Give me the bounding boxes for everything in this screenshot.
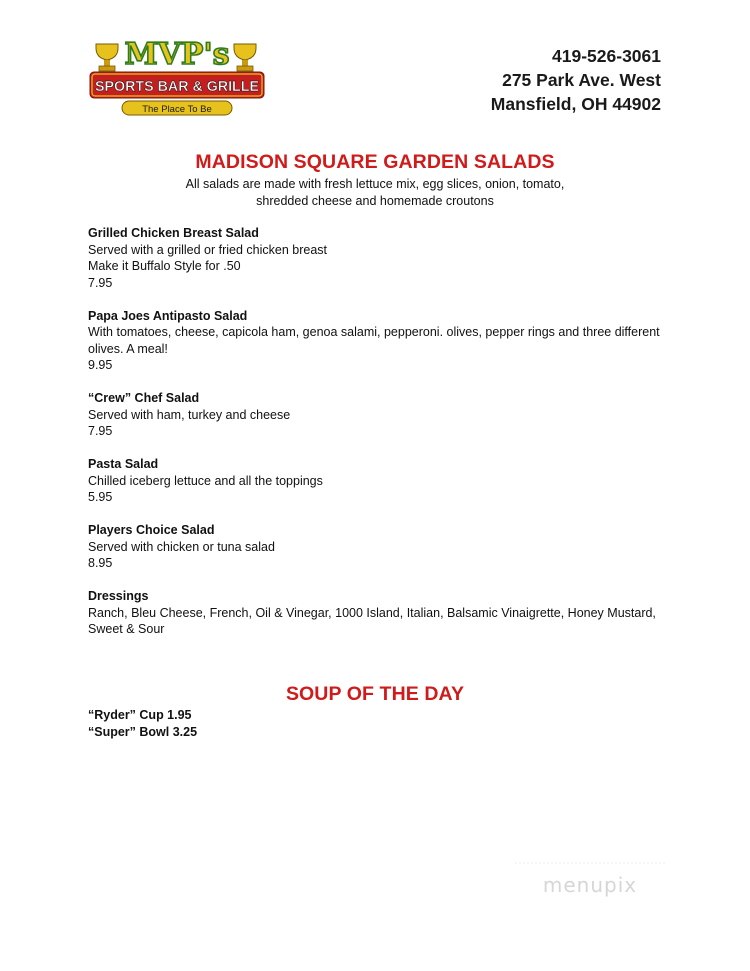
- menu-item-price: 7.95: [88, 275, 113, 290]
- menu-item-name: Pasta Salad: [88, 457, 159, 471]
- menu-item-price: 9.95: [88, 358, 113, 372]
- menupix-watermark: [515, 860, 665, 910]
- salads-intro: [0, 176, 750, 209]
- menu-item-name: Papa Joes Antipasto Salad: [88, 308, 248, 323]
- phone-number: 419-526-3061: [552, 46, 661, 66]
- city-state-zip: Mansfield, OH 44902: [490, 94, 661, 114]
- logo-name: MVP's: [124, 37, 230, 72]
- salads-section-title: MADISON SQUARE GARDEN SALADS: [195, 151, 555, 173]
- menu-item: [88, 588, 668, 638]
- soup-cup-item: “Ryder” Cup 1.95: [88, 708, 192, 722]
- soup-bowl-item: “Super” Bowl 3.25: [88, 724, 198, 739]
- menu-item: [88, 308, 668, 374]
- soup-section-title: SOUP OF THE DAY: [285, 683, 465, 705]
- restaurant-logo: [88, 34, 266, 118]
- watermark-text: menupix: [542, 873, 638, 897]
- menu-item: [88, 456, 668, 506]
- salads-intro-line: shredded cheese and homemade croutons: [256, 193, 494, 208]
- menu-item-price: 7.95: [88, 424, 113, 438]
- menu-item: [88, 390, 668, 440]
- trophy-icon: [96, 44, 118, 71]
- menu-item: [88, 522, 668, 572]
- contact-block: [491, 44, 661, 116]
- menu-item: [88, 225, 668, 291]
- menu-item-price: 8.95: [88, 556, 113, 570]
- menu-item-name: Players Choice Salad: [88, 523, 215, 537]
- menu-item-name: “Crew” Chef Salad: [88, 391, 200, 405]
- logo-tagline: The Place To Be: [142, 104, 212, 115]
- menu-item-description: Ranch, Bleu Cheese, French, Oil & Vinegar, 1000 Island, Italian, Balsamic Vinaigrette, Honey Mustard, Sweet & Sour: [88, 605, 656, 636]
- menu-item-price: 5.95: [88, 490, 113, 504]
- menu-item-description: Served with chicken or tuna salad: [88, 539, 275, 554]
- menu-item-description: Chilled iceberg lettuce and all the toppings: [88, 473, 323, 488]
- soup-list: [88, 707, 197, 740]
- salads-intro-line: All salads are made with fresh lettuce mix, egg slices, onion, tomato,: [185, 177, 565, 191]
- menu-item-description: With tomatoes, cheese, capicola ham, genoa salami, pepperoni. olives, pepper rings and three different olives. A meal!: [88, 325, 660, 356]
- menu-item-name: Grilled Chicken Breast Salad: [88, 226, 259, 240]
- trophy-icon: [234, 44, 256, 71]
- menu-item-note: Make it Buffalo Style for .50: [88, 259, 241, 273]
- street-address: 275 Park Ave. West: [502, 70, 661, 90]
- menu-item-description: Served with ham, turkey and cheese: [88, 407, 291, 422]
- menu-item-name: Dressings: [88, 589, 149, 603]
- logo-banner: SPORTS BAR & GRILLE: [95, 79, 260, 95]
- menu-item-description: Served with a grilled or fried chicken breast: [88, 242, 328, 257]
- salad-menu-list: [88, 225, 668, 654]
